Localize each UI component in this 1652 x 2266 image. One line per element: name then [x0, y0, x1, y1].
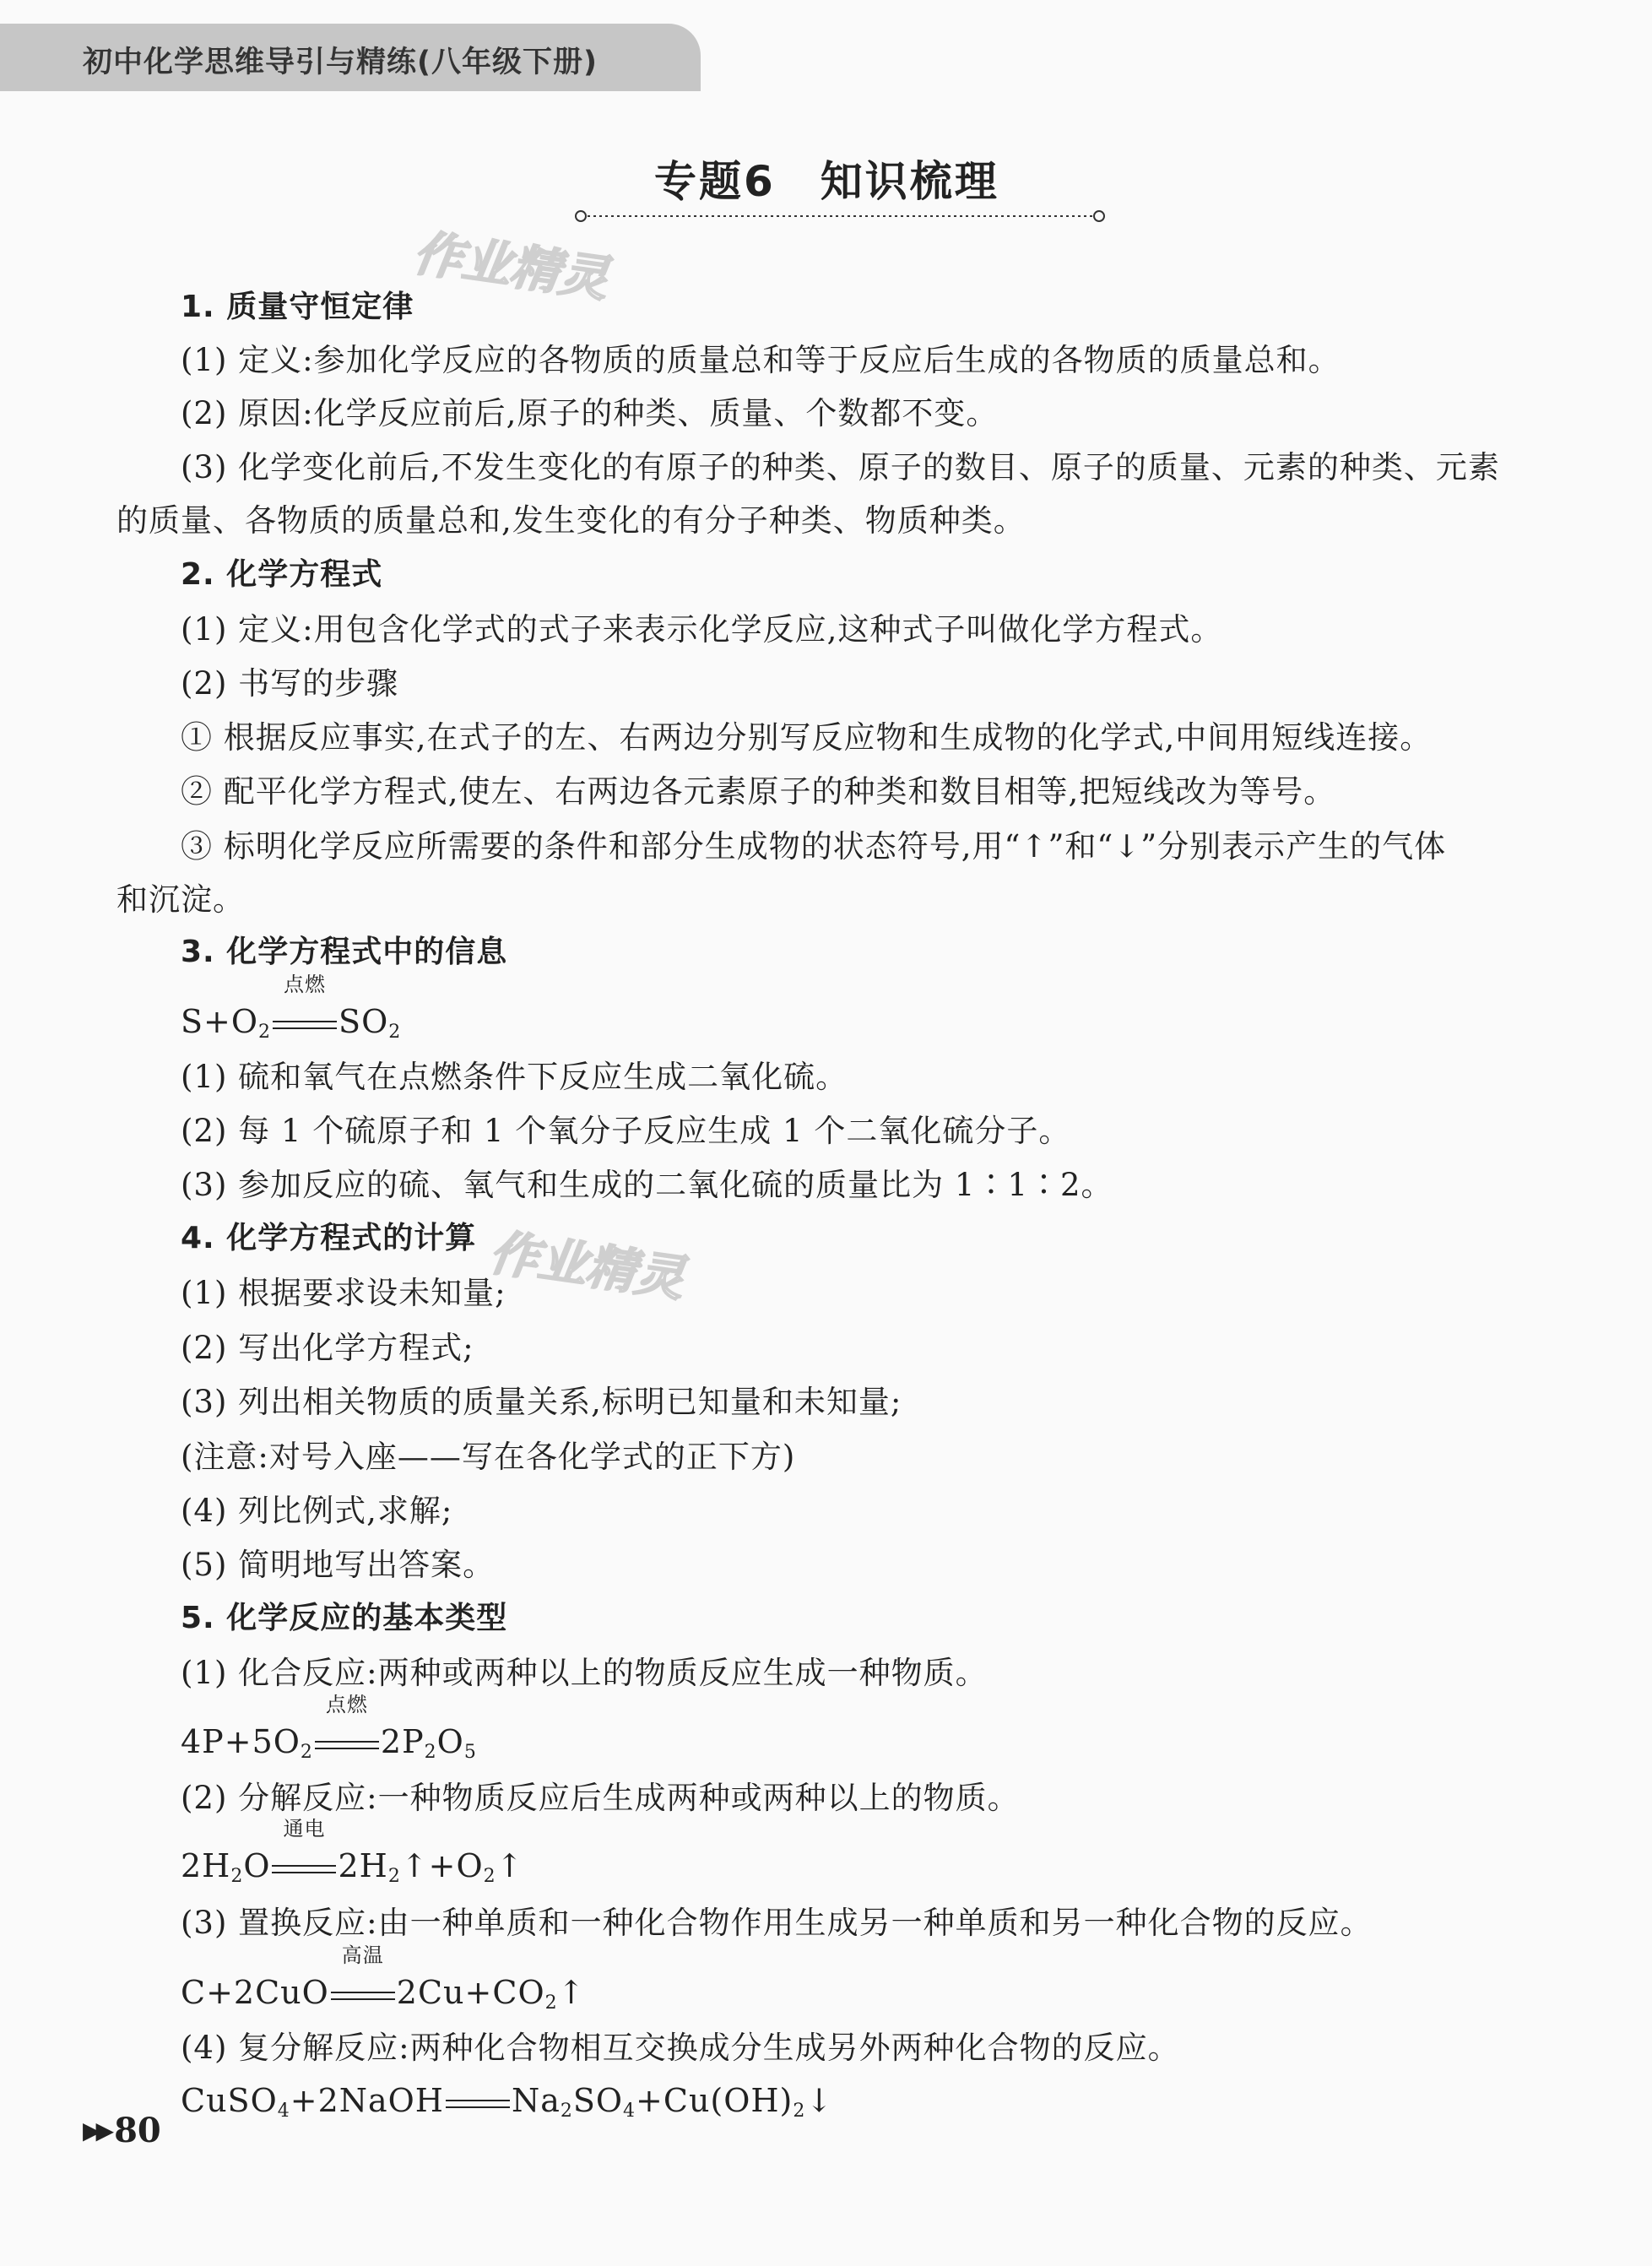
- paragraph: (5) 简明地写出答案。: [181, 1547, 496, 1583]
- section-heading: 4. 化学方程式的计算: [181, 1221, 477, 1255]
- paragraph: ③ 标明化学反应所需要的条件和部分生成物的状态符号,用“↑”和“↓”分别表示产生的气体: [181, 828, 1447, 865]
- reaction-condition: 点燃: [284, 973, 327, 996]
- reaction-condition: 高温: [341, 1943, 384, 1967]
- paragraph: (2) 分解反应:一种物质反应后生成两种或两种以上的物质。: [181, 1780, 1020, 1816]
- reaction-condition: 点燃: [325, 1693, 368, 1716]
- paragraph: (1) 化合反应:两种或两种以上的物质反应生成一种物质。: [181, 1655, 988, 1691]
- paragraph: (2) 写出化学方程式;: [181, 1330, 474, 1366]
- watermark: 作业精灵: [409, 224, 612, 308]
- watermark: 作业精灵: [485, 1223, 688, 1308]
- paragraph: (1) 硫和氧气在点燃条件下反应生成二氧化硫。: [181, 1059, 848, 1095]
- double-arrow-icon: ▶▶: [83, 2117, 110, 2144]
- section-heading: 2. 化学方程式: [181, 557, 383, 592]
- book-title: 初中化学思维导引与精练(八年级下册): [83, 46, 598, 79]
- paragraph: (2) 书写的步骤: [181, 665, 399, 702]
- paragraph: (1) 定义:参加化学反应的各物质的质量总和等于反应后生成的各物质的质量总和。: [181, 342, 1341, 378]
- page-title: 专题6 知识梳理: [654, 157, 999, 206]
- paragraph: (3) 化学变化前后,不发生变化的有原子的种类、原子的数目、原子的质量、元素的种类、元素: [181, 449, 1500, 485]
- book-header-tab: [0, 24, 701, 91]
- paragraph: (3) 参加反应的硫、氧气和生成的二氧化硫的质量比为 1∶1∶2。: [181, 1167, 1113, 1203]
- paragraph: (4) 复分解反应:两种化合物相互交换成分生成另外两种化合物的反应。: [181, 2030, 1180, 2066]
- paragraph: (3) 列出相关物质的质量关系,标明已知量和未知量;: [181, 1384, 902, 1420]
- chemical-equation: CuSO$_4$+2NaOH $Na_2SO_4+Cu(OH)_2↓$: [181, 2082, 834, 2122]
- page-footer: [83, 2111, 161, 2150]
- paragraph: ② 配平化学方程式,使左、右两边各元素原子的种类和数目相等,把短线改为等号。: [181, 773, 1336, 810]
- paragraph: (1) 根据要求设未知量;: [181, 1275, 506, 1311]
- section-heading: 5. 化学反应的基本类型: [181, 1601, 508, 1635]
- paragraph: ① 根据反应事实,在式子的左、右两边分别写反应物和生成物的化学式,中间用短线连接。: [181, 719, 1433, 756]
- section-title-area: [574, 148, 1106, 224]
- title-dotted-rule: [574, 209, 1106, 223]
- paragraph: (2) 原因:化学反应前后,原子的种类、质量、个数都不变。: [181, 395, 999, 431]
- paragraph: 和沉淀。: [116, 881, 245, 918]
- paragraph: (注意:对号入座——写在各化学式的正下方): [181, 1439, 796, 1475]
- chemical-equation: $2H_2O$ 通电 $2H_2↑+O_2↑$: [181, 1817, 524, 1887]
- reaction-condition: 通电: [283, 1817, 326, 1840]
- section-heading: 1. 质量守恒定律: [181, 290, 414, 324]
- paragraph: (2) 每 1 个硫原子和 1 个氧分子反应生成 1 个二氧化硫分子。: [181, 1113, 1071, 1149]
- chemical-equation: C+2CuO 高温 $2Cu+CO_2↑$: [181, 1943, 586, 2014]
- section-heading: 3. 化学方程式中的信息: [181, 935, 508, 969]
- paragraph: (3) 置换反应:由一种单质和一种化合物作用生成另一种单质和另一种化合物的反应。: [181, 1905, 1373, 1941]
- chemical-equation: $4P+5O_2$ 点燃 $2P_2O_5$: [181, 1693, 477, 1763]
- paragraph: (4) 列比例式,求解;: [181, 1493, 453, 1529]
- chemical-equation: $S+O_2$ 点燃 $SO_2$: [181, 973, 402, 1043]
- paragraph: (1) 定义:用包含化学式的式子来表示化学反应,这种式子叫做化学方程式。: [181, 611, 1223, 648]
- paragraph: 的质量、各物质的质量总和,发生变化的有分子种类、物质种类。: [116, 502, 1026, 539]
- page-number: 80: [114, 2111, 161, 2150]
